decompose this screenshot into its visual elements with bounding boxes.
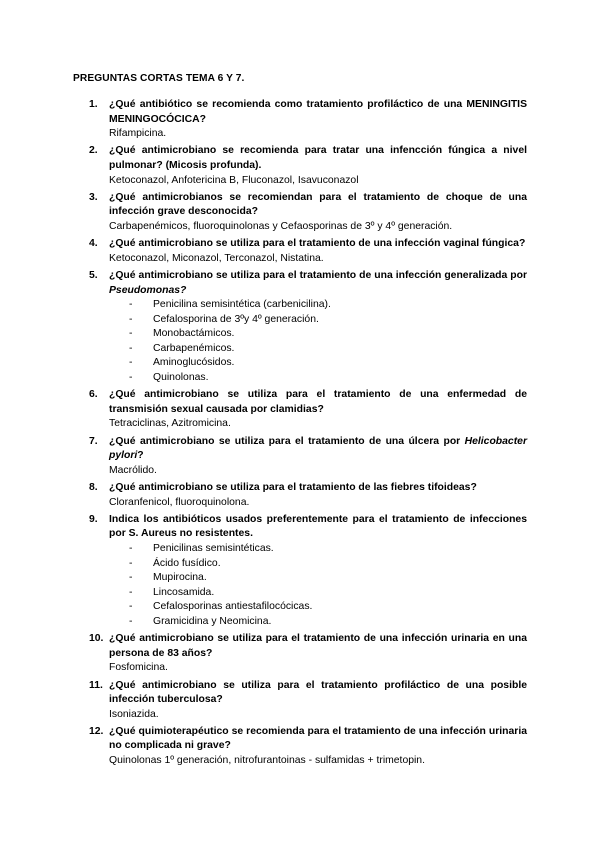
question-text-segment: ¿Qué antimicrobiano se utiliza para el tratamiento de una úlcera por <box>109 435 465 447</box>
answer-bullet-list <box>109 298 527 386</box>
question-text-segment: Indica los antibióticos usados preferentemente para el tratamiento de infecciones por S. Aureus no resistentes. <box>109 513 527 540</box>
question-number: 7. <box>89 435 98 447</box>
question-number: 8. <box>89 482 98 493</box>
answer-text: Isoniazida. <box>109 708 159 720</box>
question-item <box>86 481 527 510</box>
question-item <box>86 237 527 266</box>
question-text <box>109 513 527 542</box>
answer-bullet-item: - Penicilinas semisintéticas. <box>127 542 527 557</box>
answer-text: Macrólido. <box>109 464 157 476</box>
answer-bullet-item: - Mupirocina. <box>127 571 527 586</box>
question-number: 2. <box>89 145 98 157</box>
question-item <box>86 679 527 723</box>
answer-text: Carbapenémicos, fluoroquinolonas y Cefaosporinas de 3º y 4º generación. <box>109 220 453 232</box>
question-number: 12. <box>89 725 104 737</box>
question-item <box>86 98 527 142</box>
question-text <box>109 632 527 661</box>
question-text <box>109 725 527 754</box>
question-text <box>109 191 527 220</box>
answer-bullet-item: - Gramicidina y Neomicina. <box>127 615 527 630</box>
question-item <box>86 632 527 676</box>
question-item <box>86 191 527 235</box>
question-text-segment: ? <box>137 450 144 462</box>
question-item <box>86 144 527 188</box>
question-text-segment: ¿Qué antimicrobiano se utiliza para el tratamiento de una infección urinaria en una persona de 83 años? <box>109 633 527 659</box>
question-text <box>109 388 527 417</box>
question-text-italic: Pseudomonas? <box>109 284 187 296</box>
answer-text: Rifampicina. <box>109 128 167 140</box>
answer-text: Tetraciclinas, Azitromicina. <box>109 418 231 430</box>
answer-text: Quinolonas 1º generación, nitrofurantoinas - sulfamidas + trimetopin. <box>109 755 425 767</box>
question-text-segment: ¿Qué antimicrobiano se utiliza para el tratamiento de una infección vaginal fúngica? <box>109 238 526 250</box>
answer-text: Fosfomicina. <box>109 662 168 674</box>
answer-bullet-item: - Lincosamida. <box>127 586 527 601</box>
question-list <box>86 98 527 771</box>
answer-bullet-item: - Penicilina semisintética (carbenicilina). <box>127 298 527 313</box>
question-item <box>86 388 527 432</box>
question-text <box>109 237 527 252</box>
question-text-segment: ¿Qué antibiótico se recomienda como tratamiento profiláctico de una MENINGITIS MENINGOCÓCICA? <box>109 99 527 125</box>
answer-text: Ketoconazol, Anfotericina B, Fluconazol, Isavuconazol <box>109 174 359 186</box>
answer-bullet-item: - Aminoglucósidos. <box>127 356 527 371</box>
question-text-segment: ¿Qué antimicrobiano se utiliza para el tratamiento profiláctico de una posible infección tuberculosa? <box>109 679 527 706</box>
question-number: 10. <box>89 633 104 645</box>
question-item <box>86 513 527 630</box>
question-text-segment: ¿Qué antimicrobiano se recomienda para tratar una infencción fúngica a nivel pulmonar? (Micosis profunda). <box>109 145 527 171</box>
question-text-segment: ¿Qué antimicrobianos se recomiendan para el tratamiento de choque de una infección grave desconocida? <box>109 191 527 218</box>
question-text-segment: ¿Qué antimicrobiano se utiliza para el tratamiento de una infección generalizada por <box>109 269 527 281</box>
question-number: 4. <box>89 238 98 250</box>
question-text <box>109 679 527 708</box>
question-item <box>86 435 527 479</box>
question-text <box>109 144 527 173</box>
document-title: PREGUNTAS CORTAS TEMA 6 Y 7. <box>73 73 245 84</box>
answer-bullet-list <box>109 542 527 630</box>
question-number: 5. <box>89 269 98 281</box>
answer-bullet-item: - Quinolonas. <box>127 371 527 386</box>
question-text <box>109 98 527 127</box>
question-text <box>109 269 527 298</box>
answer-text: Ketoconazol, Miconazol, Terconazol, Nistatina. <box>109 252 324 264</box>
question-number: 3. <box>89 191 98 203</box>
question-text-segment: ¿Qué quimioterapéutico se recomienda para el tratamiento de una infección urinaria no complicada ni grave? <box>109 725 527 752</box>
question-item <box>86 269 527 386</box>
answer-bullet-item: - Ácido fusídico. <box>127 557 527 572</box>
answer-bullet-item: - Cefalosporina de 3ºy 4º generación. <box>127 313 527 328</box>
question-text-segment: ¿Qué antimicrobiano se utiliza para el tratamiento de las fiebres tifoideas? <box>109 482 477 493</box>
question-number: 9. <box>89 513 98 525</box>
question-text-italic: Helicobacter pylori <box>109 435 527 462</box>
question-item <box>86 725 527 769</box>
question-text <box>109 435 527 464</box>
question-number: 11. <box>89 679 103 691</box>
question-text <box>109 481 527 496</box>
answer-text: Cloranfenicol, fluoroquinolona. <box>109 496 250 508</box>
answer-bullet-item: - Carbapenémicos. <box>127 342 527 357</box>
answer-bullet-item: - Monobactámicos. <box>127 327 527 342</box>
answer-bullet-item: - Cefalosporinas antiestafilocócicas. <box>127 600 527 615</box>
question-number: 6. <box>89 389 98 401</box>
question-number: 1. <box>89 99 98 110</box>
question-text-segment: ¿Qué antimicrobiano se utiliza para el tratamiento de una enfermedad de transmisión sexual causada por clamidias? <box>109 389 527 415</box>
